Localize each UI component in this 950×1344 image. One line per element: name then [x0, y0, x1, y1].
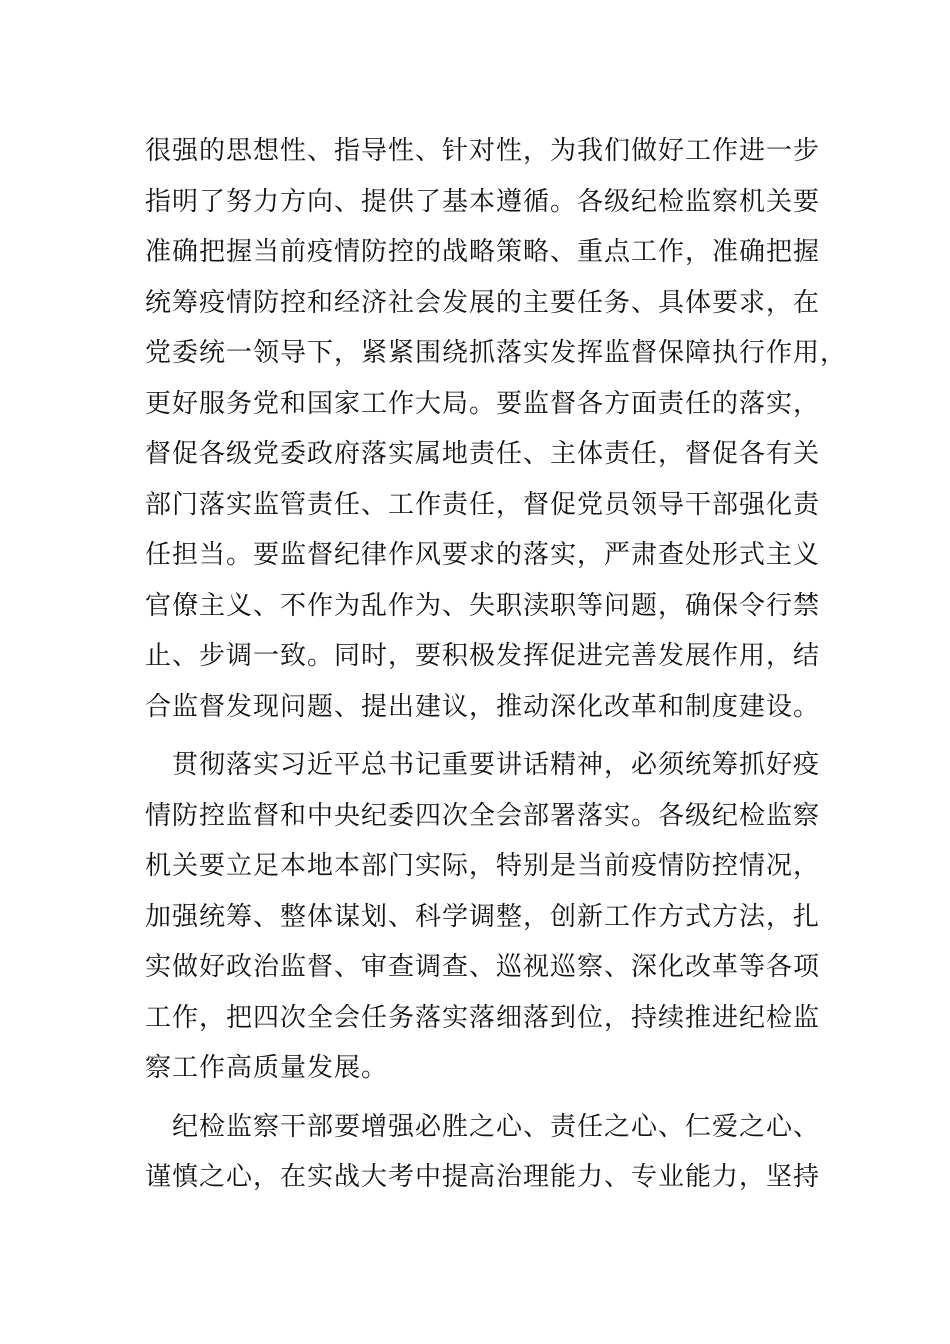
- paragraph-1: [145, 126, 848, 732]
- text-line: 加强统筹、整体谋划、科学调整，创新工作方式方法，扎: [145, 901, 821, 932]
- paragraph-3: [145, 1102, 821, 1203]
- text-line: 谨慎之心，在实战大考中提高治理能力、专业能力，坚持: [145, 1162, 821, 1192]
- text-line: 任担当。要监督纪律作风要求的落实，严肃查处形式主义: [145, 540, 821, 570]
- text-line: 部门落实监管责任、工作责任，督促党员领导干部强化责: [145, 489, 821, 520]
- paragraph-2: [145, 740, 821, 1094]
- text-line: 合监督发现问题、提出建议，推动深化改革和制度建设。: [145, 691, 821, 722]
- text-line: 工作，把四次全会任务落实落细落到位，持续推进纪检监: [145, 1002, 821, 1033]
- text-line: 很强的思想性、指导性、针对性，为我们做好工作进一步: [145, 136, 821, 166]
- text-line: 情防控监督和中央纪委四次全会部署落实。各级纪检监察: [145, 800, 821, 831]
- text-line: 更好服务党和国家工作大局。要监督各方面责任的落实，: [145, 388, 821, 419]
- paragraph-spacer: [145, 732, 800, 740]
- text-line: 督促各级党委政府落实属地责任、主体责任，督促各有关: [145, 439, 821, 469]
- text-line: 止、步调一致。同时，要积极发挥促进完善发展作用，结: [145, 641, 821, 671]
- text-line: 指明了努力方向、提供了基本遵循。各级纪检监察机关要: [145, 186, 821, 217]
- text-line: 官僚主义、不作为乱作为、失职渎职等问题，确保令行禁: [145, 590, 821, 621]
- text-line: 察工作高质量发展。: [145, 1053, 389, 1083]
- text-line: 贯彻落实习近平总书记重要讲话精神，必须统筹抓好疫: [145, 750, 821, 780]
- text-line: 准确把握当前疫情防控的战略策略、重点工作，准确把握: [145, 237, 821, 267]
- text-line: 实做好政治监督、审查调查、巡视巡察、深化改革等各项: [145, 952, 821, 982]
- text-line: 纪检监察干部要增强必胜之心、责任之心、仁爱之心、: [145, 1111, 821, 1142]
- paragraph-spacer: [145, 1094, 800, 1102]
- document-body: [145, 126, 848, 1203]
- text-line: 统筹疫情防控和经济社会发展的主要任务、具体要求，在: [145, 287, 821, 318]
- text-line: 机关要立足本地本部门实际，特别是当前疫情防控情况，: [145, 851, 821, 881]
- text-line: 党委统一领导下，紧紧围绕抓落实发挥监督保障执行作用，: [145, 338, 848, 368]
